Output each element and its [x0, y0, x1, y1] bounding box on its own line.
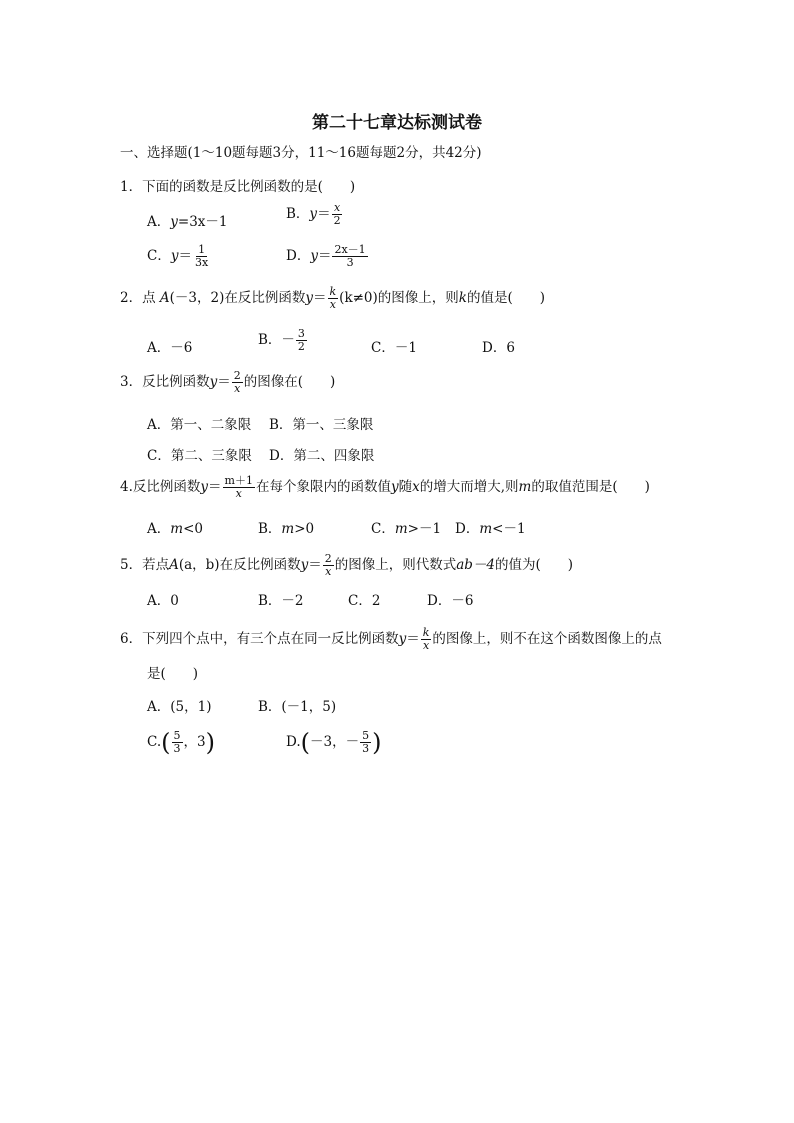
q3-post: 的图像在( )	[243, 374, 336, 390]
q1-option-a[interactable]	[147, 212, 228, 232]
denominator: 3	[362, 742, 370, 755]
q1-option-c[interactable]: C．y＝ $\frac{1}{3x}$	[147, 243, 209, 269]
var-x: x	[412, 479, 420, 495]
fraction	[172, 730, 183, 755]
fraction	[332, 244, 367, 269]
q4-option-c[interactable]: C．m>－1	[371, 521, 442, 537]
var-y: y	[398, 631, 407, 647]
q2-pre: 2．点	[120, 290, 160, 306]
q5-option-d[interactable]: D．－6	[427, 593, 474, 609]
q5-option-a[interactable]: A．0	[147, 593, 179, 609]
numerator: 2	[324, 552, 332, 565]
denominator: 2	[333, 214, 341, 227]
numerator: k	[422, 626, 430, 639]
fraction	[332, 202, 343, 227]
q2-option-b[interactable]	[258, 328, 308, 353]
q4-mid1: 在每个象限内的函数值	[255, 479, 391, 495]
var-m: m	[479, 521, 493, 537]
q6-option-a[interactable]: A．(5，1)	[147, 699, 212, 715]
q4-d-text: <－1	[492, 521, 526, 537]
q4-b-text: >0	[294, 521, 315, 537]
denominator: x	[329, 298, 336, 311]
numerator: 5	[362, 729, 370, 742]
var-y: y	[309, 206, 318, 222]
q6-option-c[interactable]	[147, 730, 215, 755]
q6-post: 的图像上，则不在这个函数图像上的点	[432, 631, 662, 647]
fraction	[223, 475, 255, 500]
q5-option-b[interactable]: B．－2	[258, 593, 304, 609]
fraction	[232, 370, 243, 395]
numerator: 3	[297, 327, 305, 340]
var-m: m	[170, 521, 184, 537]
right-paren: )	[205, 728, 215, 757]
denominator: x	[325, 565, 332, 578]
page-title: 第二十七章达标测试卷	[312, 113, 482, 133]
fraction	[323, 553, 334, 578]
q1-b-label: B．	[286, 206, 310, 222]
q4-mid3: 的增大而增大,则	[419, 479, 519, 495]
denominator: x	[234, 382, 241, 395]
var-y: y	[200, 479, 209, 495]
q3-option-d[interactable]: D．第二、四象限	[269, 448, 375, 464]
numerator: 1	[198, 243, 206, 256]
var-y: y	[209, 374, 218, 390]
q3-pre: 3．反比例函数	[120, 374, 210, 390]
numerator: k	[329, 285, 337, 298]
q1-d-label: D．	[286, 248, 311, 264]
q6-option-b[interactable]: B．(－1，5)	[258, 699, 337, 715]
q2-b-label: B．－	[258, 332, 295, 348]
fraction	[193, 244, 210, 269]
fraction	[360, 730, 371, 755]
var-y: y	[310, 248, 318, 264]
var-m: m	[394, 521, 408, 537]
point-name: A	[169, 557, 179, 573]
q5-post: 的值为( )	[495, 557, 574, 573]
section-heading: 一、选择题(1～10题每题3分，11～16题每题2分，共42分)	[120, 145, 482, 161]
q6-c-rest: ，3	[183, 734, 206, 750]
q3-option-a[interactable]: A．第一、二象限	[147, 417, 252, 433]
q1-a-label: A．	[147, 214, 171, 230]
q4-post: 的取值范围是( )	[531, 479, 650, 495]
q1-option-d[interactable]: D．y＝ $\frac{2x-1}{3}$	[286, 243, 366, 269]
q3-option-b[interactable]: B．第一、三象限	[269, 417, 374, 433]
q5-expr: ab－4	[456, 557, 495, 573]
q4-a-text: <0	[183, 521, 203, 537]
fraction	[421, 627, 432, 652]
numerator: m＋1	[224, 474, 253, 487]
point-name: A	[159, 290, 170, 306]
q2-post: 的值是( )	[466, 290, 546, 306]
left-paren: (	[300, 728, 311, 757]
var-y: y	[170, 214, 178, 230]
denominator: 3x	[194, 256, 209, 269]
denominator: 3	[346, 256, 354, 269]
q6-stem-line2: 是( )	[147, 666, 199, 682]
q2-option-d[interactable]: D．6	[482, 340, 515, 356]
q1-a-expr: =3x－1	[177, 214, 228, 230]
q4-option-a[interactable]: A．m<0	[147, 521, 203, 537]
var-m: m	[518, 479, 532, 495]
numerator: 2x－1	[334, 243, 366, 256]
q2-coords: (－3，2)在反比例函数	[169, 290, 306, 306]
fraction	[328, 286, 339, 311]
q6-c-label: C.	[147, 734, 162, 750]
q2-cond: (k≠0)的图像上，则	[339, 290, 459, 306]
q4-option-b[interactable]: B．m>0	[258, 521, 315, 537]
denominator: x	[422, 639, 430, 652]
q6-stem: 6．下列四个点中，有三个点在同一反比例函数y＝ $\frac{k}{x}$ 的图像上，则不在这个函数图像上的点	[120, 626, 662, 652]
q3-option-c[interactable]: C．第二、三象限	[147, 448, 252, 464]
var-m: m	[281, 521, 295, 537]
q3-stem: 3．反比例函数y＝ $\frac{2}{x}$ 的图像在( )	[120, 369, 336, 395]
left-paren: (	[161, 728, 171, 757]
q5-pre: 5．若点	[120, 557, 170, 573]
var-k: k	[458, 290, 467, 306]
q6-d-label: D.	[286, 734, 301, 750]
q6-d-first: －3，－	[310, 734, 360, 750]
fraction	[296, 328, 307, 353]
q5-coords: (a，b)在反比例函数	[178, 557, 301, 573]
q4-mid2: 随	[398, 479, 413, 495]
q4-c-text: >－1	[407, 521, 442, 537]
right-paren: )	[372, 728, 382, 757]
q5-option-c[interactable]: C．2	[348, 593, 381, 609]
q4-stem: 4.反比例函数y＝ $\frac{m+1}{x}$ 在每个象限内的函数值y随x的增大而增大,则m的取值范围是( )	[120, 474, 650, 500]
var-y: y	[170, 248, 179, 264]
var-y: y	[390, 479, 399, 495]
denominator: 3	[173, 742, 181, 755]
q4-pre: 4.反比例函数	[120, 479, 201, 495]
q1-option-b[interactable]: B．y＝ $\frac{x}{2}$	[286, 201, 341, 227]
q6-option-d[interactable]	[286, 730, 381, 755]
q6-pre: 6．下列四个点中，有三个点在同一反比例函数	[120, 631, 399, 647]
q2-option-a[interactable]: A．－6	[147, 340, 193, 356]
numerator: x	[333, 201, 341, 214]
var-y: y	[300, 557, 309, 573]
denominator: 2	[297, 340, 305, 353]
numerator: 2	[233, 369, 241, 382]
q4-option-d[interactable]: D．m<－1	[455, 521, 526, 537]
q1-stem: 1．下面的函数是反比例函数的是( )	[120, 179, 356, 195]
denominator: x	[235, 487, 242, 500]
q5-stem: 5．若点A(a，b)在反比例函数y＝ $\frac{2}{x}$ 的图像上，则代数式ab－4的值为( )	[120, 552, 574, 578]
q5-mid: 的图像上，则代数式	[334, 557, 457, 573]
var-y: y	[305, 290, 313, 306]
q2-option-c[interactable]: C．－1	[371, 340, 417, 356]
q2-stem: 2．点 A(－3，2)在反比例函数y＝ $\frac{k}{x}$ (k≠0)的图像上，则k的值是( )	[120, 285, 546, 311]
q1-c-label: C．	[147, 248, 171, 264]
numerator: 5	[173, 729, 181, 742]
